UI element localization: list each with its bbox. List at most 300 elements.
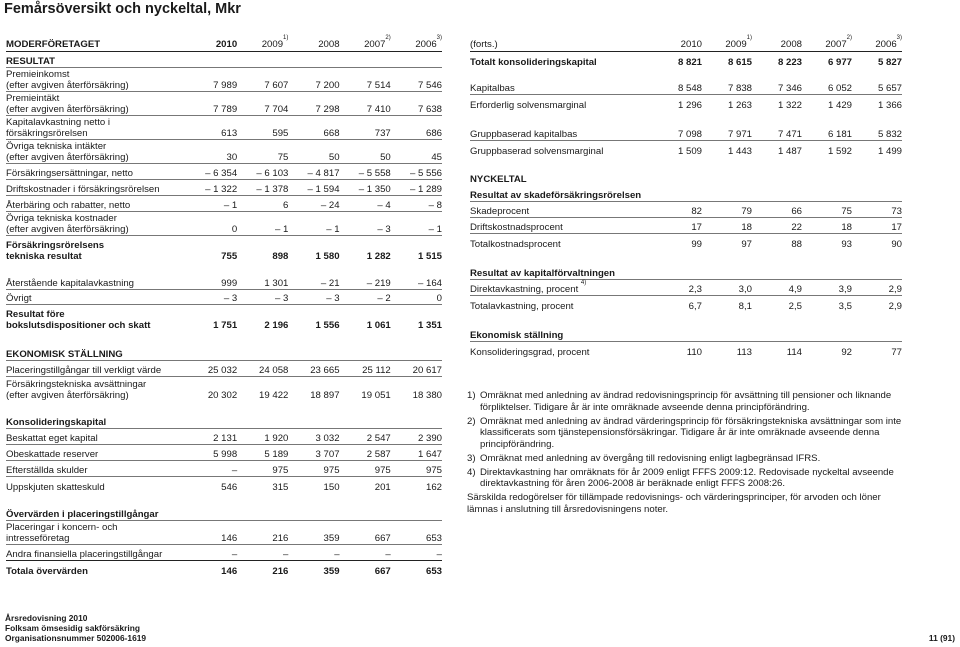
table-row bbox=[470, 157, 902, 185]
cell-value: 7 607 bbox=[237, 68, 288, 92]
cell-value: – 24 bbox=[288, 196, 339, 212]
table-row bbox=[6, 493, 442, 521]
row-label: Övervärden i placeringstillgångar bbox=[6, 493, 186, 521]
year-header: 2007$^{2)}$ bbox=[802, 38, 852, 52]
row-label: Totalkostnadsprocent bbox=[470, 238, 561, 250]
cell-value bbox=[852, 185, 902, 202]
cell-value: 18 380 bbox=[412, 389, 442, 401]
cell-value: – bbox=[237, 545, 288, 561]
cell-value: 1 592 bbox=[827, 145, 852, 157]
cell-value: 1 351 bbox=[417, 319, 442, 331]
table-row bbox=[470, 312, 902, 342]
row-label: Skadeprocent bbox=[470, 202, 652, 218]
cell-value: 45 bbox=[391, 140, 442, 164]
cell-value: – 2 bbox=[340, 290, 391, 305]
cell-value bbox=[652, 250, 702, 280]
table-row bbox=[6, 262, 442, 290]
cell-value: 5 189 bbox=[237, 445, 288, 461]
row-label: RESULTAT bbox=[6, 52, 186, 68]
cell-value: – 1 bbox=[288, 212, 339, 236]
cell-value bbox=[391, 401, 442, 429]
cell-value bbox=[288, 493, 339, 521]
table-row bbox=[6, 445, 442, 461]
cell-value: 6 052 bbox=[802, 68, 852, 95]
cell-value: 359 bbox=[323, 565, 340, 577]
cell-value: 3,5 bbox=[838, 300, 852, 312]
cell-value bbox=[288, 401, 339, 429]
cell-value: 30 bbox=[186, 140, 237, 164]
cell-value bbox=[702, 185, 752, 202]
cell-value: 8,1 bbox=[738, 300, 752, 312]
cell-value: – bbox=[186, 461, 237, 477]
cell-value bbox=[852, 312, 902, 342]
footer-org-number: Organisationsnummer 502006-1619 bbox=[5, 633, 147, 643]
cell-value bbox=[852, 250, 902, 280]
table-row bbox=[470, 141, 902, 157]
table-row bbox=[6, 164, 442, 180]
cell-value bbox=[340, 493, 391, 521]
row-label: Totala övervärden bbox=[6, 565, 88, 577]
cell-value: 113 bbox=[736, 346, 752, 358]
cell-value: 79 bbox=[702, 202, 752, 218]
row-label: Totalt konsolideringskapital bbox=[470, 56, 597, 68]
row-label: Övrigt bbox=[6, 290, 186, 305]
table-row bbox=[470, 218, 902, 234]
cell-value bbox=[852, 157, 902, 185]
cell-value bbox=[340, 331, 391, 361]
cell-value: 50 bbox=[288, 140, 339, 164]
cell-value: 975 bbox=[237, 461, 288, 477]
cell-value: 595 bbox=[237, 116, 288, 140]
table-row bbox=[470, 68, 902, 95]
cell-value bbox=[702, 250, 752, 280]
row-label: Gruppbaserad solvensmarginal bbox=[470, 145, 604, 157]
row-label: Beskattat eget kapital bbox=[6, 429, 186, 445]
cell-value: 1 751 bbox=[213, 319, 238, 331]
cell-value: 19 051 bbox=[361, 389, 391, 401]
table-row bbox=[470, 111, 902, 141]
cell-value: 0 bbox=[186, 212, 237, 236]
cell-value bbox=[340, 52, 391, 68]
cell-value: 686 bbox=[391, 116, 442, 140]
cell-value: 75 bbox=[802, 202, 852, 218]
table-row bbox=[6, 212, 442, 236]
cell-value: 1 061 bbox=[366, 319, 391, 331]
year-header: 2009$^{1)}$ bbox=[702, 38, 752, 52]
cell-value: – 8 bbox=[391, 196, 442, 212]
cell-value: 110 bbox=[686, 346, 702, 358]
cell-value bbox=[702, 157, 752, 185]
cell-value: 2 196 bbox=[264, 319, 289, 331]
cell-value: 5 832 bbox=[852, 111, 902, 141]
cell-value: 1 301 bbox=[237, 262, 288, 290]
cell-value: 359 bbox=[288, 521, 339, 545]
row-label: Konsolideringsgrad, procent bbox=[470, 346, 590, 358]
row-label: Resultat före bokslutsdispositioner och skatt bbox=[6, 308, 151, 331]
cell-value: 75 bbox=[237, 140, 288, 164]
row-label: NYCKELTAL bbox=[470, 173, 527, 185]
cell-value: 20 302 bbox=[207, 389, 238, 401]
cell-value bbox=[186, 493, 237, 521]
footnotes bbox=[467, 390, 907, 515]
right-financial-table bbox=[470, 35, 902, 358]
cell-value: 22 bbox=[752, 218, 802, 234]
cell-value: – 1 350 bbox=[340, 180, 391, 196]
row-label: Övriga tekniska intäkter (efter avgiven återförsäkring) bbox=[6, 140, 186, 164]
cell-value: 1 263 bbox=[727, 99, 752, 111]
key-figures-table bbox=[470, 35, 902, 358]
cell-value: 1 429 bbox=[827, 99, 852, 111]
table-row bbox=[470, 185, 902, 202]
cell-value: 1 487 bbox=[777, 145, 802, 157]
cell-value: – 5 558 bbox=[340, 164, 391, 180]
cell-value: 1 515 bbox=[417, 250, 442, 262]
cell-value: 7 298 bbox=[288, 92, 339, 116]
cell-value bbox=[652, 157, 702, 185]
cell-value: 8 223 bbox=[777, 56, 802, 68]
cell-value: – 4 817 bbox=[288, 164, 339, 180]
cell-value: 25 112 bbox=[340, 361, 391, 377]
cell-value: 1 920 bbox=[237, 429, 288, 445]
row-label: Andra finansiella placeringstillgångar bbox=[6, 545, 186, 561]
cell-value: 8 548 bbox=[652, 68, 702, 95]
cell-value: 216 bbox=[237, 521, 288, 545]
row-label: Kapitalavkastning netto i försäkringsrörelsen bbox=[6, 116, 186, 140]
table-row bbox=[6, 401, 442, 429]
footer-company: Folksam ömsesidig sakförsäkring bbox=[5, 623, 140, 633]
table-row bbox=[470, 95, 902, 111]
cell-value: 19 422 bbox=[259, 389, 289, 401]
cell-value: 3,0 bbox=[702, 280, 752, 296]
cell-value: – 6 103 bbox=[237, 164, 288, 180]
cell-value bbox=[752, 250, 802, 280]
cell-value: – 21 bbox=[288, 262, 339, 290]
table-row bbox=[470, 234, 902, 250]
cell-value: 7 704 bbox=[237, 92, 288, 116]
cell-value: 8 821 bbox=[677, 56, 702, 68]
row-label: Ekonomisk ställning bbox=[470, 312, 652, 342]
table-row bbox=[470, 52, 902, 68]
cell-value: 7 471 bbox=[752, 111, 802, 141]
cell-value: 755 bbox=[221, 250, 238, 262]
cell-value: – 3 bbox=[288, 290, 339, 305]
row-label: Försäkringsrörelsens tekniska resultat bbox=[6, 239, 105, 262]
cell-value: 975 bbox=[391, 461, 442, 477]
footnote: 4) Direktavkastning har omräknats för år 2009 enligt FFFS 2009:12. Redovisade nyckeltal avseende direktavkastning för åren 2006-2008 är beräknade enligt FFFS 2008:26. bbox=[467, 466, 894, 489]
cell-value: 7 346 bbox=[752, 68, 802, 95]
table-row bbox=[470, 296, 902, 312]
row-label: Totalavkastning, procent bbox=[470, 300, 574, 312]
five-year-table bbox=[6, 35, 442, 577]
cell-value bbox=[391, 52, 442, 68]
footnote: 1) Omräknat med anledning av ändrad redovisningsprincip för avsättning till pensioner och liknande förpliktelser. Tidigare år är inte omräknade avseende denna principförändring. bbox=[467, 390, 892, 413]
table-row bbox=[6, 461, 442, 477]
cell-value: – 3 bbox=[340, 212, 391, 236]
cell-value: 25 032 bbox=[186, 361, 237, 377]
cell-value: 93 bbox=[841, 238, 852, 250]
cell-value: 1 443 bbox=[727, 145, 752, 157]
cell-value: – 6 354 bbox=[186, 164, 237, 180]
table-row bbox=[6, 236, 442, 262]
cell-value: 4,9 bbox=[752, 280, 802, 296]
table-header-row bbox=[6, 38, 442, 52]
row-label: Försäkringsersättningar, netto bbox=[6, 164, 186, 180]
year-header: 2006$^{3)}$ bbox=[852, 38, 902, 52]
cell-value bbox=[752, 312, 802, 342]
cell-value: – 3 bbox=[186, 290, 237, 305]
cell-value: 0 bbox=[391, 290, 442, 305]
year-header: 2008 bbox=[752, 38, 802, 52]
cell-value: 7 989 bbox=[186, 68, 237, 92]
cell-value bbox=[802, 157, 852, 185]
table-row bbox=[470, 250, 902, 280]
year-header: 2010 bbox=[652, 38, 702, 52]
cell-value: 6 bbox=[237, 196, 288, 212]
cell-value: 216 bbox=[272, 565, 289, 577]
table-header-row bbox=[470, 38, 902, 52]
cell-value: – 219 bbox=[340, 262, 391, 290]
cell-value: 77 bbox=[891, 346, 902, 358]
cell-value: 17 bbox=[852, 218, 902, 234]
cell-value: 3,9 bbox=[802, 280, 852, 296]
cell-value bbox=[802, 250, 852, 280]
cell-value bbox=[186, 331, 237, 361]
row-label: Erforderlig solvensmarginal bbox=[470, 99, 587, 111]
table-row bbox=[6, 477, 442, 493]
year-header: 2010 bbox=[186, 38, 237, 52]
row-label: Gruppbaserad kapitalbas bbox=[470, 111, 652, 141]
cell-value: – 3 bbox=[237, 290, 288, 305]
cell-value: – 1 378 bbox=[237, 180, 288, 196]
cell-value bbox=[702, 312, 752, 342]
cell-value: 7 514 bbox=[340, 68, 391, 92]
table-row bbox=[6, 140, 442, 164]
cell-value: 114 bbox=[786, 346, 802, 358]
cell-value bbox=[802, 185, 852, 202]
cell-value: 8 615 bbox=[727, 56, 752, 68]
cell-value: 999 bbox=[186, 262, 237, 290]
table-row bbox=[470, 342, 902, 358]
row-label: EKONOMISK STÄLLNING bbox=[6, 331, 186, 361]
cell-value: 201 bbox=[374, 481, 391, 493]
cell-value bbox=[186, 401, 237, 429]
cell-value: 1 509 bbox=[677, 145, 702, 157]
cell-value: – 1 bbox=[237, 212, 288, 236]
cell-value: 5 657 bbox=[852, 68, 902, 95]
table-heading: MODERFÖRETAGET bbox=[6, 38, 186, 52]
cell-value: 3 032 bbox=[288, 429, 339, 445]
row-label: Övriga tekniska kostnader (efter avgiven återförsäkring) bbox=[6, 212, 186, 236]
cell-value: – 5 556 bbox=[391, 164, 442, 180]
cell-value bbox=[752, 185, 802, 202]
cell-value: 7 546 bbox=[391, 68, 442, 92]
cell-value: 2,5 bbox=[788, 300, 802, 312]
cell-value: 7 638 bbox=[391, 92, 442, 116]
cell-value: 7 098 bbox=[652, 111, 702, 141]
footnote: 3) Omräknat med anledning av övergång till redovisning enligt lagbegränsad IFRS. bbox=[467, 452, 821, 464]
cell-value: 6 181 bbox=[802, 111, 852, 141]
row-label: Resultat av kapitalförvaltningen bbox=[470, 250, 652, 280]
table-row bbox=[470, 280, 902, 296]
cell-value: 898 bbox=[272, 250, 289, 262]
page-number: 11 (91) bbox=[928, 633, 955, 643]
table-row bbox=[6, 305, 442, 331]
footer-report-name: Årsredovisning 2010 bbox=[5, 613, 88, 623]
cell-value: 975 bbox=[288, 461, 339, 477]
row-label: Återbäring och rabatter, netto bbox=[6, 196, 186, 212]
cell-value: 546 bbox=[221, 481, 238, 493]
table-row bbox=[6, 68, 442, 92]
table-row bbox=[6, 92, 442, 116]
cell-value: 315 bbox=[272, 481, 289, 493]
table-row bbox=[6, 331, 442, 361]
cell-value: 7 789 bbox=[186, 92, 237, 116]
cell-value bbox=[652, 185, 702, 202]
cell-value: – bbox=[391, 545, 442, 561]
table-row bbox=[470, 202, 902, 218]
table-row bbox=[6, 429, 442, 445]
cell-value: 2 587 bbox=[340, 445, 391, 461]
year-header: 2007$^{2)}$ bbox=[340, 38, 391, 52]
cell-value: 146 bbox=[221, 565, 238, 577]
cell-value: – 1 289 bbox=[391, 180, 442, 196]
left-financial-table bbox=[6, 35, 442, 577]
cell-value: 5 998 bbox=[186, 445, 237, 461]
table-row bbox=[6, 521, 442, 545]
row-label: Premieintäkt (efter avgiven återförsäkring) bbox=[6, 92, 186, 116]
cell-value bbox=[652, 312, 702, 342]
cell-value: 1 556 bbox=[315, 319, 340, 331]
cell-value: 975 bbox=[340, 461, 391, 477]
cell-value: 1 296 bbox=[677, 99, 702, 111]
cell-value: 1 322 bbox=[777, 99, 802, 111]
row-label: Premieinkomst (efter avgiven återförsäkring) bbox=[6, 68, 186, 92]
cell-value: – 4 bbox=[340, 196, 391, 212]
cell-value: – bbox=[340, 545, 391, 561]
cell-value bbox=[340, 401, 391, 429]
cell-value bbox=[186, 52, 237, 68]
cell-value: 90 bbox=[891, 238, 902, 250]
cell-value: 1 647 bbox=[391, 445, 442, 461]
cell-value: 150 bbox=[323, 481, 340, 493]
table-row bbox=[6, 52, 442, 68]
footnote-paragraph: Särskilda redogörelser för tillämpade redovisnings- och värderingsprinciper, för arvoden och löner lämnas i anslutning till årsredovisningens noter. bbox=[467, 492, 881, 515]
cell-value: 6 977 bbox=[827, 56, 852, 68]
cell-value: 1 580 bbox=[315, 250, 340, 262]
cell-value: 88 bbox=[791, 238, 802, 250]
cell-value: 653 bbox=[391, 521, 442, 545]
row-label: Försäkringstekniska avsättningar (efter avgiven återförsäkring) bbox=[6, 378, 147, 401]
row-label: Resultat av skadeförsäkringsrörelsen bbox=[470, 185, 652, 202]
cell-value: 667 bbox=[340, 521, 391, 545]
cell-value bbox=[391, 493, 442, 521]
cell-value: 1 282 bbox=[366, 250, 391, 262]
row-label: Direktavkastning, procent $^{4)}$ bbox=[470, 280, 652, 296]
cell-value: 2,3 bbox=[652, 280, 702, 296]
cell-value: 2,9 bbox=[888, 300, 902, 312]
cell-value: 17 bbox=[652, 218, 702, 234]
cell-value: 7 410 bbox=[340, 92, 391, 116]
year-header: 2009$^{1)}$ bbox=[237, 38, 288, 52]
cell-value bbox=[391, 331, 442, 361]
cell-value: 99 bbox=[691, 238, 702, 250]
cell-value: 146 bbox=[186, 521, 237, 545]
row-label: Kapitalbas bbox=[470, 68, 652, 95]
table-row bbox=[6, 180, 442, 196]
cell-value bbox=[288, 52, 339, 68]
document-footer bbox=[5, 613, 146, 643]
table-row bbox=[6, 290, 442, 305]
cell-value: 613 bbox=[186, 116, 237, 140]
cell-value: – bbox=[288, 545, 339, 561]
cell-value: 18 897 bbox=[310, 389, 340, 401]
table-row bbox=[6, 377, 442, 401]
cell-value bbox=[288, 331, 339, 361]
cell-value: 18 bbox=[802, 218, 852, 234]
cell-value: 7 971 bbox=[702, 111, 752, 141]
table-row bbox=[6, 196, 442, 212]
cell-value: 1 499 bbox=[877, 145, 902, 157]
cell-value: 7 838 bbox=[702, 68, 752, 95]
cell-value: 162 bbox=[425, 481, 442, 493]
cell-value: 668 bbox=[288, 116, 339, 140]
cell-value: 73 bbox=[852, 202, 902, 218]
row-label: Uppskjuten skatteskuld bbox=[6, 481, 105, 493]
cell-value: – 1 322 bbox=[186, 180, 237, 196]
cell-value: 653 bbox=[425, 565, 442, 577]
cell-value: 2 390 bbox=[391, 429, 442, 445]
table-row bbox=[6, 361, 442, 377]
cell-value bbox=[802, 312, 852, 342]
cell-value: – 164 bbox=[391, 262, 442, 290]
page-title: Femårsöversikt och nyckeltal, Mkr bbox=[4, 1, 241, 17]
cell-value: 667 bbox=[374, 565, 391, 577]
cell-value bbox=[237, 52, 288, 68]
cell-value: 50 bbox=[340, 140, 391, 164]
row-label: Återstående kapitalavkastning bbox=[6, 262, 186, 290]
row-label: Placeringar i koncern- och intresseföretag bbox=[6, 521, 186, 545]
cell-value: 2 131 bbox=[186, 429, 237, 445]
table-heading: (forts.) bbox=[470, 38, 652, 52]
row-label: Placeringstillgångar till verkligt värde bbox=[6, 361, 186, 377]
cell-value: 20 617 bbox=[391, 361, 442, 377]
year-header: 2006$^{3)}$ bbox=[391, 38, 442, 52]
cell-value bbox=[237, 331, 288, 361]
cell-value: 66 bbox=[752, 202, 802, 218]
cell-value: 92 bbox=[841, 346, 852, 358]
cell-value: – bbox=[186, 545, 237, 561]
cell-value: – 1 bbox=[391, 212, 442, 236]
cell-value: 18 bbox=[702, 218, 752, 234]
cell-value bbox=[752, 157, 802, 185]
cell-value: 1 366 bbox=[877, 99, 902, 111]
table-row bbox=[6, 561, 442, 577]
row-label: Obeskattade reserver bbox=[6, 445, 186, 461]
row-label: Driftskostnader i försäkringsrörelsen bbox=[6, 180, 186, 196]
cell-value: 737 bbox=[340, 116, 391, 140]
cell-value: 24 058 bbox=[237, 361, 288, 377]
table-row bbox=[6, 116, 442, 140]
cell-value bbox=[237, 493, 288, 521]
row-label: Driftskostnadsprocent bbox=[470, 218, 652, 234]
footnote: 2) Omräknat med anledning av ändrad värderingsprincip för försäkringstekniska avsättningar som inte klassificerats som tjänstepensionsförsäkringar. Tidigare år är inte omräknade avseende denna principförändring. bbox=[467, 415, 902, 450]
cell-value: 7 200 bbox=[288, 68, 339, 92]
cell-value: 2,9 bbox=[852, 280, 902, 296]
cell-value: 5 827 bbox=[877, 56, 902, 68]
cell-value: 6,7 bbox=[688, 300, 702, 312]
cell-value: 82 bbox=[652, 202, 702, 218]
table-row bbox=[6, 545, 442, 561]
